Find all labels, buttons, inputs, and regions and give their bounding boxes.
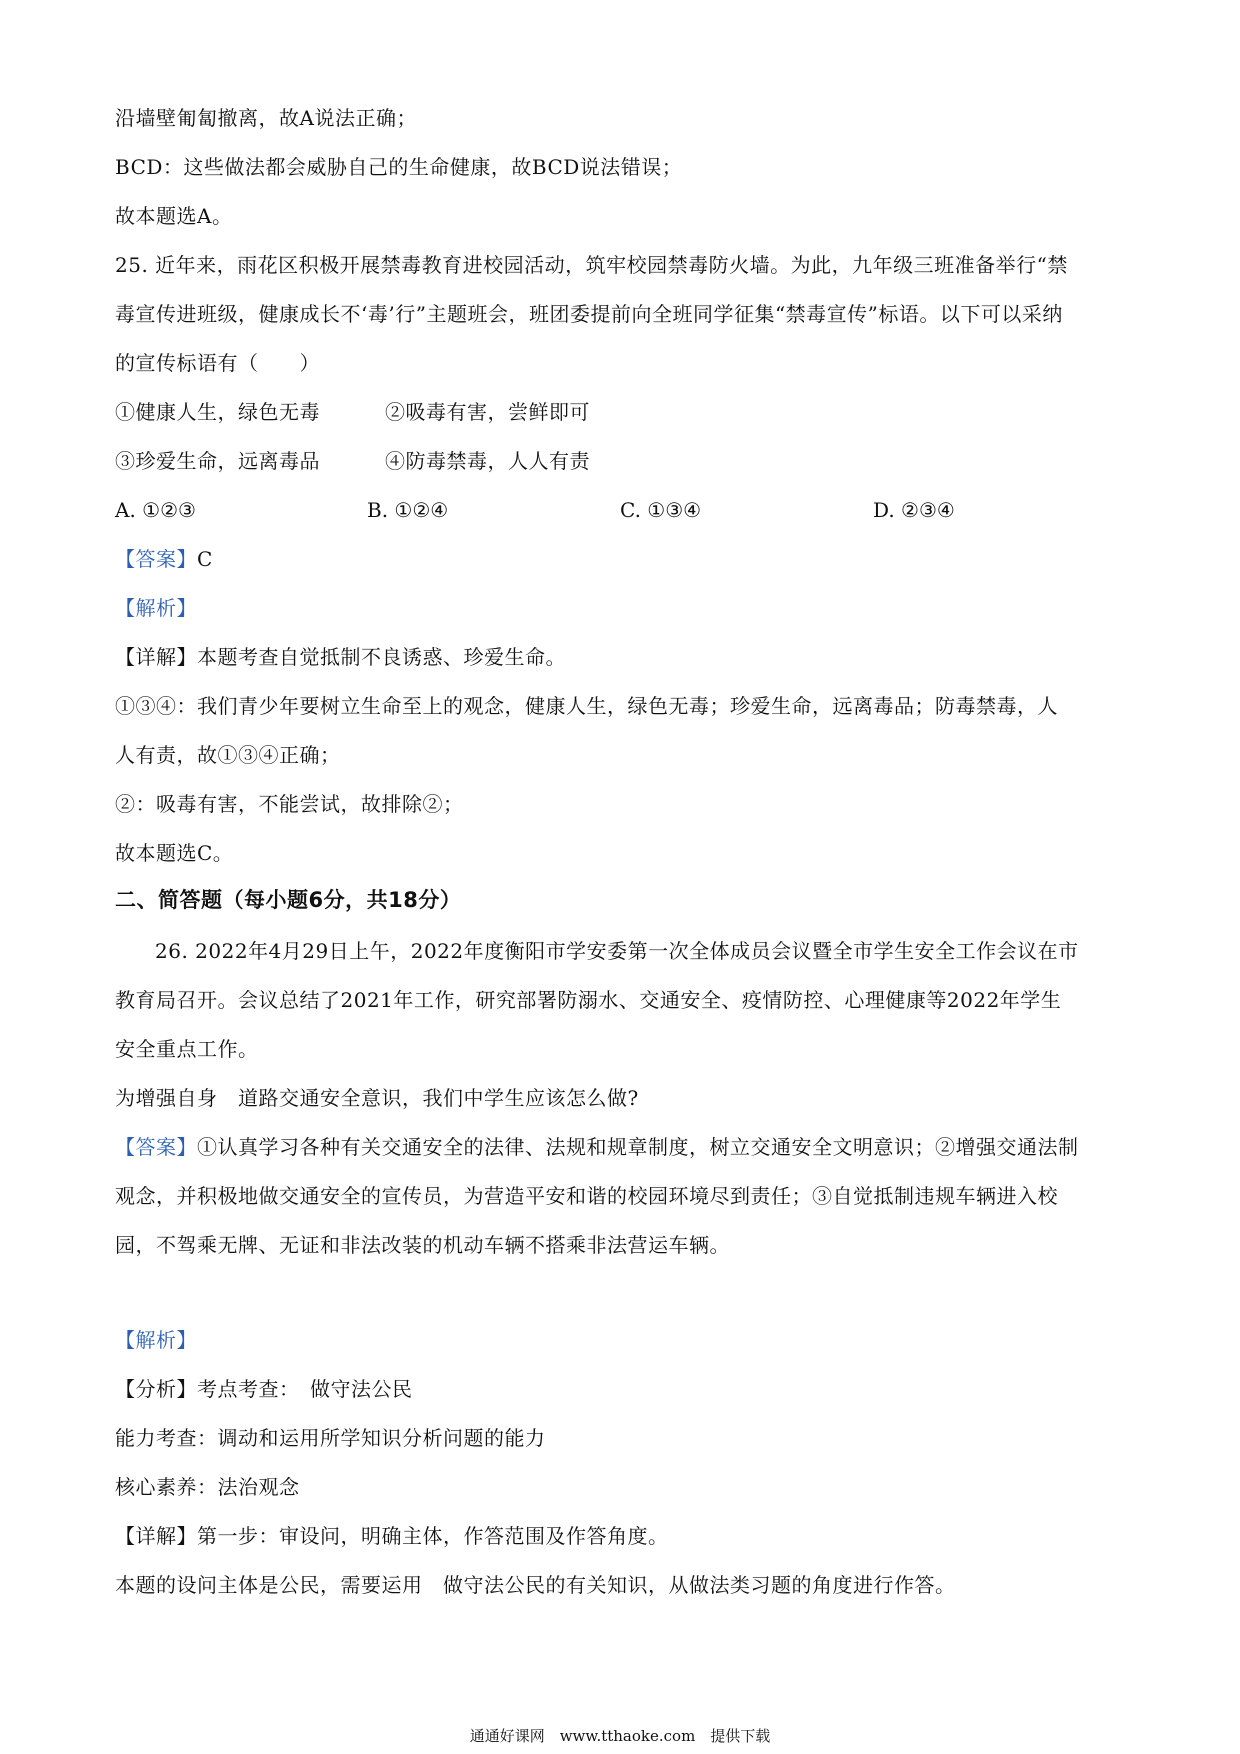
text-line: 故本题选A。 <box>115 204 233 228</box>
question-25-line-1: 25. 近年来，雨花区积极开展禁毒教育进校园活动，筑牢校园禁毒防火墙。为此，九年级三班准备举行“禁 <box>115 253 1068 277</box>
answer-26-label: 【答案】 <box>115 1135 197 1159</box>
detail-line-5: 故本题选C。 <box>115 841 234 865</box>
answer-26-line-2: 观念，并积极地做交通安全的宣传员，为营造平安和谐的校园环境尽到责任；③自觉抵制违规车辆进入校 <box>115 1184 1058 1208</box>
slogan-4: ④防毒禁毒，人人有责 <box>385 449 590 473</box>
answer-26-line-3: 园，不驾乘无牌、无证和非法改装的机动车辆不搭乘非法营运车辆。 <box>115 1233 730 1257</box>
option-d: D. ②③④ <box>873 498 955 522</box>
section-heading: 二、简答题（每小题6分，共18分） <box>115 888 462 912</box>
analysis-line-3: 核心素养：法治观念 <box>115 1475 300 1499</box>
slogan-1: ①健康人生，绿色无毒 <box>115 400 320 424</box>
answer-label: 【答案】 <box>115 547 197 571</box>
option-c: C. ①③④ <box>620 498 702 522</box>
text-line: BCD：这些做法都会威胁自己的生命健康，故BCD说法错误； <box>115 155 683 179</box>
page-footer: 通通好课网 www.tthaoke.com 提供下载 <box>469 1727 771 1745</box>
analysis-line-2: 能力考查：调动和运用所学知识分析问题的能力 <box>115 1426 546 1450</box>
question-26-line-4: 为增强自身 道路交通安全意识，我们中学生应该怎么做? <box>115 1086 639 1110</box>
text-line: 沿墙壁匍匐撤离，故A说法正确； <box>115 106 417 130</box>
option-a: A. ①②③ <box>115 498 196 522</box>
question-25-line-3: 的宣传标语有（ ） <box>115 351 320 375</box>
analysis-line-1: 【分析】考点考查： 做守法公民 <box>115 1377 413 1401</box>
detail-line-3: 人有责，故①③④正确； <box>115 743 341 767</box>
answer-26-line-1 <box>115 1133 1079 1161</box>
option-b: B. ①②④ <box>367 498 449 522</box>
detail-line-2: ①③④：我们青少年要树立生命至上的观念，健康人生，绿色无毒；珍爱生命，远离毒品；防毒禁毒，人 <box>115 694 1058 718</box>
analysis-26-label: 【解析】 <box>115 1328 197 1352</box>
question-26-line-2: 教育局召开。会议总结了2021年工作，研究部署防溺水、交通安全、疫情防控、心理健康等2022年学生 <box>115 988 1062 1012</box>
answer-25 <box>115 545 213 573</box>
analysis-label: 【解析】 <box>115 596 197 620</box>
detail-line-1: 【详解】本题考查自觉抵制不良诱惑、珍爱生命。 <box>115 645 566 669</box>
analysis-line-5: 本题的设问主体是公民，需要运用 做守法公民的有关知识，从做法类习题的角度进行作答。 <box>115 1573 956 1597</box>
slogan-2: ②吸毒有害，尝鲜即可 <box>385 400 590 424</box>
answer-value: C <box>197 547 213 571</box>
question-26-line-1: 26. 2022年4月29日上午，2022年度衡阳市学安委第一次全体成员会议暨全市学生安全工作会议在市 <box>155 939 1079 963</box>
answer-26-text: ①认真学习各种有关交通安全的法律、法规和规章制度，树立交通安全文明意识；②增强交通法制 <box>197 1135 1079 1159</box>
question-26-line-3: 安全重点工作。 <box>115 1037 259 1061</box>
question-25-line-2: 毒宣传进班级，健康成长不‘毒’行”主题班会，班团委提前向全班同学征集“禁毒宣传”标语。以下可以采纳 <box>115 302 1063 326</box>
detail-line-4: ②：吸毒有害，不能尝试，故排除②； <box>115 792 464 816</box>
analysis-line-4: 【详解】第一步：审设问，明确主体，作答范围及作答角度。 <box>115 1524 669 1548</box>
slogan-3: ③珍爱生命，远离毒品 <box>115 449 320 473</box>
